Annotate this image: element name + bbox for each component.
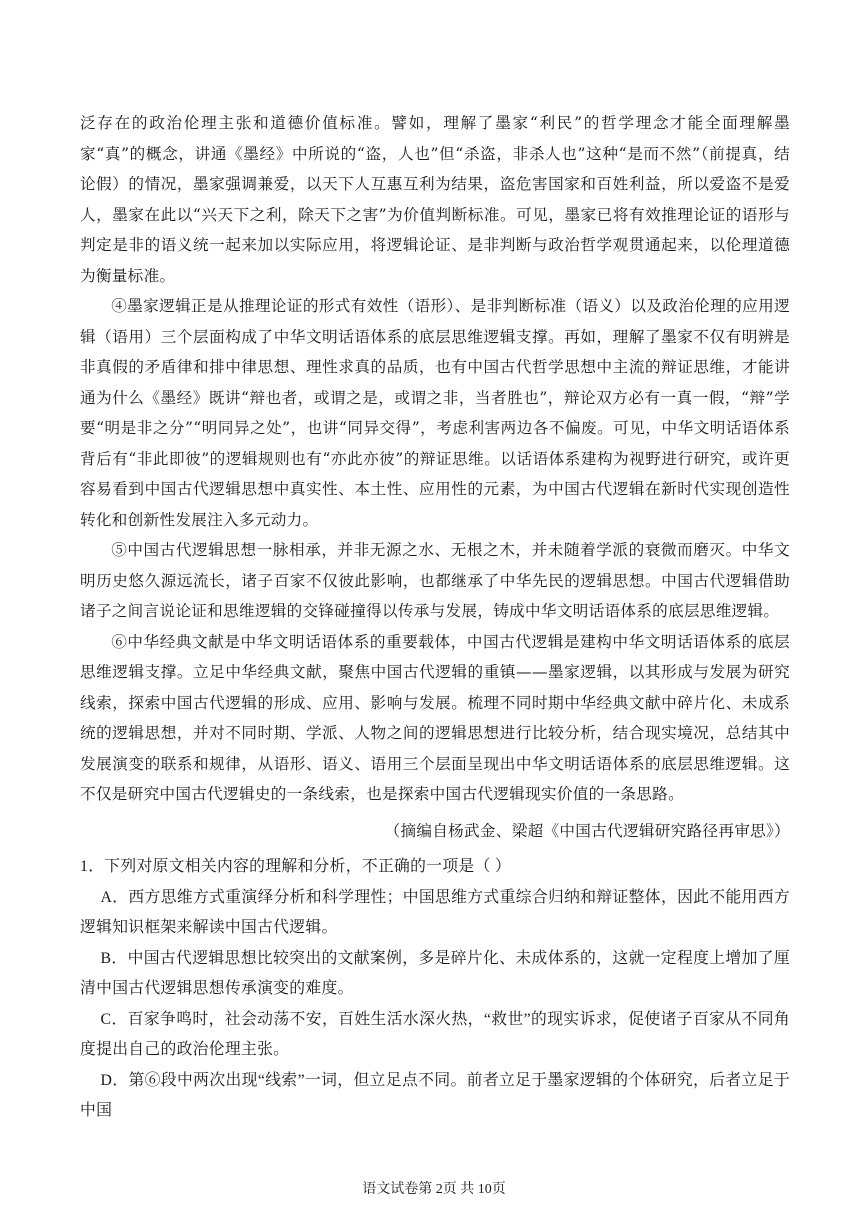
paragraph-4: ④墨家逻辑正是从推理论证的形式有效性（语形）、是非判断标准（语义）以及政治伦理的应用逻辑（语用）三个层面构成了中华文明话语体系的底层思维逻辑支撑。再如，理解了墨家不仅有明辨是非真假的矛盾律和排中律思想、理性求真的品质，也有中国古代哲学思想中主流的辩证思维，才能讲通为什么《墨经》既讲“辩也者，或谓之是，或谓之非，当者胜也”，辩论双方必有一真一假，“辩”学要“明是非之分”“明同异之处”，也讲“同异交得”，考虑利害两边各不偏废。可见，中华文明话语体系背后有“非此即彼”的逻辑规则也有“亦此亦彼”的辩证思维。以话语体系建构为视野进行研究，或许更容易看到中国古代逻辑思想中真实性、本土性、应用性的元素，为中国古代逻辑在新时代实现创造性转化和创新性发展注入多元动力。 bbox=[80, 297, 790, 529]
question-stem: 1．下列对原文相关内容的理解和分析，不正确的一项是（ ） bbox=[80, 858, 511, 875]
paragraph-continued: 泛存在的政治伦理主张和道德价值标准。譬如，理解了墨家“利民”的哲学理念才能全面理解墨家“真”的概念，讲通《墨经》中所说的“盗，人也”但“杀盗，非杀人也”这种“是而不然”（前提真，结论假）的情况，墨家强调兼爱，以天下人互惠互利为结果，盗危害国家和百姓利益，所以爱盗不是爱人，墨家在此以“兴天下之利，除天下之害”为价值判断标准。可见，墨家已将有效推理论证的语形与判定是非的语义统一起来加以实际应用，将逻辑论证、是非判断与政治哲学观贯通起来，以伦理道德为衡量标准。 bbox=[80, 114, 790, 285]
option-b: B．中国古代逻辑思想比较突出的文献案例，多是碎片化、未成体系的，这就一定程度上增加了厘清中国古代逻辑思想传承演变的难度。 bbox=[80, 949, 790, 997]
option-a: A．西方思维方式重演绎分析和科学理性；中国思维方式重综合归纳和辩证整体，因此不能用西方逻辑知识框架来解读中国古代逻辑。 bbox=[80, 888, 790, 936]
option-d: D．第⑥段中两次出现“线索”一词，但立足点不同。前者立足于墨家逻辑的个体研究，后者立足于中国 bbox=[80, 1071, 790, 1119]
paragraph-6: ⑥中华经典文献是中华文明话语体系的重要载体，中国古代逻辑是建构中华文明话语体系的底层思维逻辑支撑。立足中华经典文献，聚焦中国古代逻辑的重镇——墨家逻辑，以其形成与发展为研究线索，探索中国古代逻辑的形成、应用、影响与发展。梳理不同时期中华经典文献中碎片化、未成系统的逻辑思想，并对不同时期、学派、人物之间的逻辑思想进行比较分析，结合现实境况，总结其中发展演变的联系和规律，从语形、语义、语用三个层面呈现出中华文明话语体系的底层思维逻辑。这不仅是研究中国古代逻辑史的一条线索，也是探索中国古代逻辑现实价值的一条思路。 bbox=[80, 632, 790, 803]
passage-body bbox=[80, 108, 790, 1127]
paragraph-5: ⑤中国古代逻辑思想一脉相承，并非无源之水、无根之木，并未随着学派的衰微而磨灭。中华文明历史悠久源远流长，诸子百家不仅彼此影响，也都继承了中华先民的逻辑思想。中国古代逻辑借助诸子之间言说论证和思维逻辑的交锋碰撞得以传承与发展，铸成中华文明话语体系的底层思维逻辑。 bbox=[80, 541, 790, 620]
source-citation: （摘编自杨武金、梁超《中国古代逻辑研究路径再审思》） bbox=[384, 821, 790, 840]
page-footer: 语文试卷第 2页 共 10页 bbox=[362, 1182, 506, 1197]
option-c: C．百家争鸣时，社会动荡不安，百姓生活水深火热，“救世”的现实诉求，促使诸子百家从不同角度提出自己的政治伦理主张。 bbox=[80, 1010, 790, 1058]
